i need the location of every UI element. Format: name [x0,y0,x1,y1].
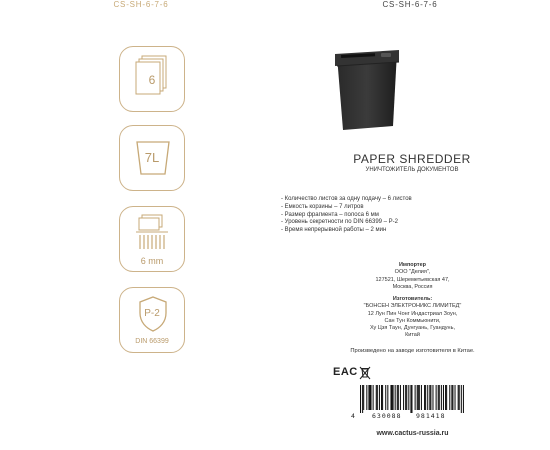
barcode-bar [377,385,378,410]
barcode-bar [427,385,428,410]
specs-list [281,196,541,235]
manufacturer-line: Ху Цзя Таун, Дунгуань, Гуандунь, [369,325,455,332]
barcode-bar [369,385,370,410]
barcode-bar [408,385,409,410]
barcode-bar [438,385,439,410]
barcode-bar [406,385,407,410]
barcode-bar [449,385,450,410]
importer-line: ООО "Делия", [394,269,431,276]
barcode-bar [411,385,412,413]
barcode-bar [382,385,383,410]
barcode-bars [350,385,470,413]
certification-marks [333,366,373,382]
barcode-bar [419,385,420,410]
barcode-bar [417,385,418,410]
barcode-bar [410,385,411,413]
eac-mark: EAC [333,366,358,378]
barcode-bar [436,385,437,410]
manufacturer-line: 12 Лун Пин Чонг Индастриал Зоун, [367,310,458,317]
barcode-bar [455,385,456,410]
barcode-bar [441,385,442,410]
barcode-left-group: 630088 [372,412,402,420]
barcode-bar [379,385,380,410]
barcode-bar [459,385,460,410]
barcode-bar [421,385,422,410]
barcode-bar [403,385,404,410]
shred-strips-icon [134,213,172,253]
barcode-bar [446,385,447,410]
barcode-bar [376,385,377,410]
spec-item: - Размер фрагмента – полоса 6 мм [281,212,541,220]
security-caption: DIN 66399 [135,338,169,345]
importer-line: 127521, Шереметьевская 47, [375,276,450,283]
barcode-bar [415,385,416,410]
barcode-bar [451,385,452,410]
barcode-first-digit: 4 [351,412,355,420]
importer-block [295,262,530,291]
barcode-bar [445,385,446,410]
barcode-bar [363,385,364,410]
security-value: P-2 [144,308,160,319]
barcode-bar [418,385,419,410]
barcode-bar [424,385,425,410]
barcode-bar [425,385,426,410]
barcode-bar [381,385,382,410]
barcode-bar [360,385,361,413]
barcode-bar [397,385,398,410]
barcode-bar [392,385,393,410]
barcode-bar [405,385,406,410]
model-code-right: CS-SH-6-7-6 [382,0,438,9]
barcode-bar [429,385,430,410]
barcode-bar [368,385,369,410]
manufacturer-block [295,296,530,340]
barcode-bar [398,385,399,410]
made-in-note: Произведено на заводе изготовителя в Китае. [350,348,475,354]
barcode-bar [463,385,464,413]
spec-item: - Емкость корзины – 7 литров [281,204,541,212]
barcode-bar [373,385,374,410]
spec-item: - Время непрерывной работы – 2 мин [281,227,541,235]
strip-value: 6 mm [140,256,164,266]
barcode-bar [393,385,394,410]
barcode-bar [430,385,431,410]
barcode-bar [371,385,372,410]
model-code-left: CS-SH-6-7-6 [113,0,169,9]
spec-item: - Уровень секретности по DIN 66399 – P-2 [281,219,541,227]
strip-badge [119,206,185,272]
barcode-bar [385,385,386,410]
capacity-value: 7L [144,150,160,165]
sheets-value: 6 [148,73,156,87]
product-subtitle: УНИЧТОЖИТЕЛЬ ДОКУМЕНТОВ [365,167,459,173]
right-panel [275,0,550,450]
barcode-bar [458,385,459,410]
barcode-bar [452,385,453,410]
security-badge [119,287,185,353]
barcode-bar [362,385,363,413]
manufacturer-line: Китай [405,332,420,339]
spec-item: - Количество листов за одну подачу – 6 листов [281,196,541,204]
manufacturer-line: "БОНСЕН ЭЛЕКТРОНИКС ЛИМИТЕД" [363,303,462,310]
barcode-bar [366,385,367,410]
manufacturer-heading: Изготовитель: [392,296,433,302]
sheets-badge [119,46,185,112]
capacity-badge [119,125,185,191]
barcode-bar [400,385,401,410]
importer-line: Москва, Россия [392,283,433,290]
product-title: PAPER SHREDDER [353,152,471,166]
barcode-bar [461,385,462,413]
manufacturer-line: Сан Тун Коммьюнити, [384,317,441,324]
barcode-right-group: 981418 [416,412,446,420]
barcode-bar [387,385,388,410]
barcode-bar [443,385,444,410]
barcode-bar [395,385,396,410]
importer-heading: Импортер [398,262,427,268]
barcode-bar [439,385,440,410]
website-link[interactable]: www.cactus-russia.ru [376,430,449,437]
barcode [350,385,470,421]
shredder-photo [327,42,407,132]
barcode-bar [390,385,391,410]
crossed-bin-icon [359,366,371,380]
barcode-bar [432,385,433,410]
